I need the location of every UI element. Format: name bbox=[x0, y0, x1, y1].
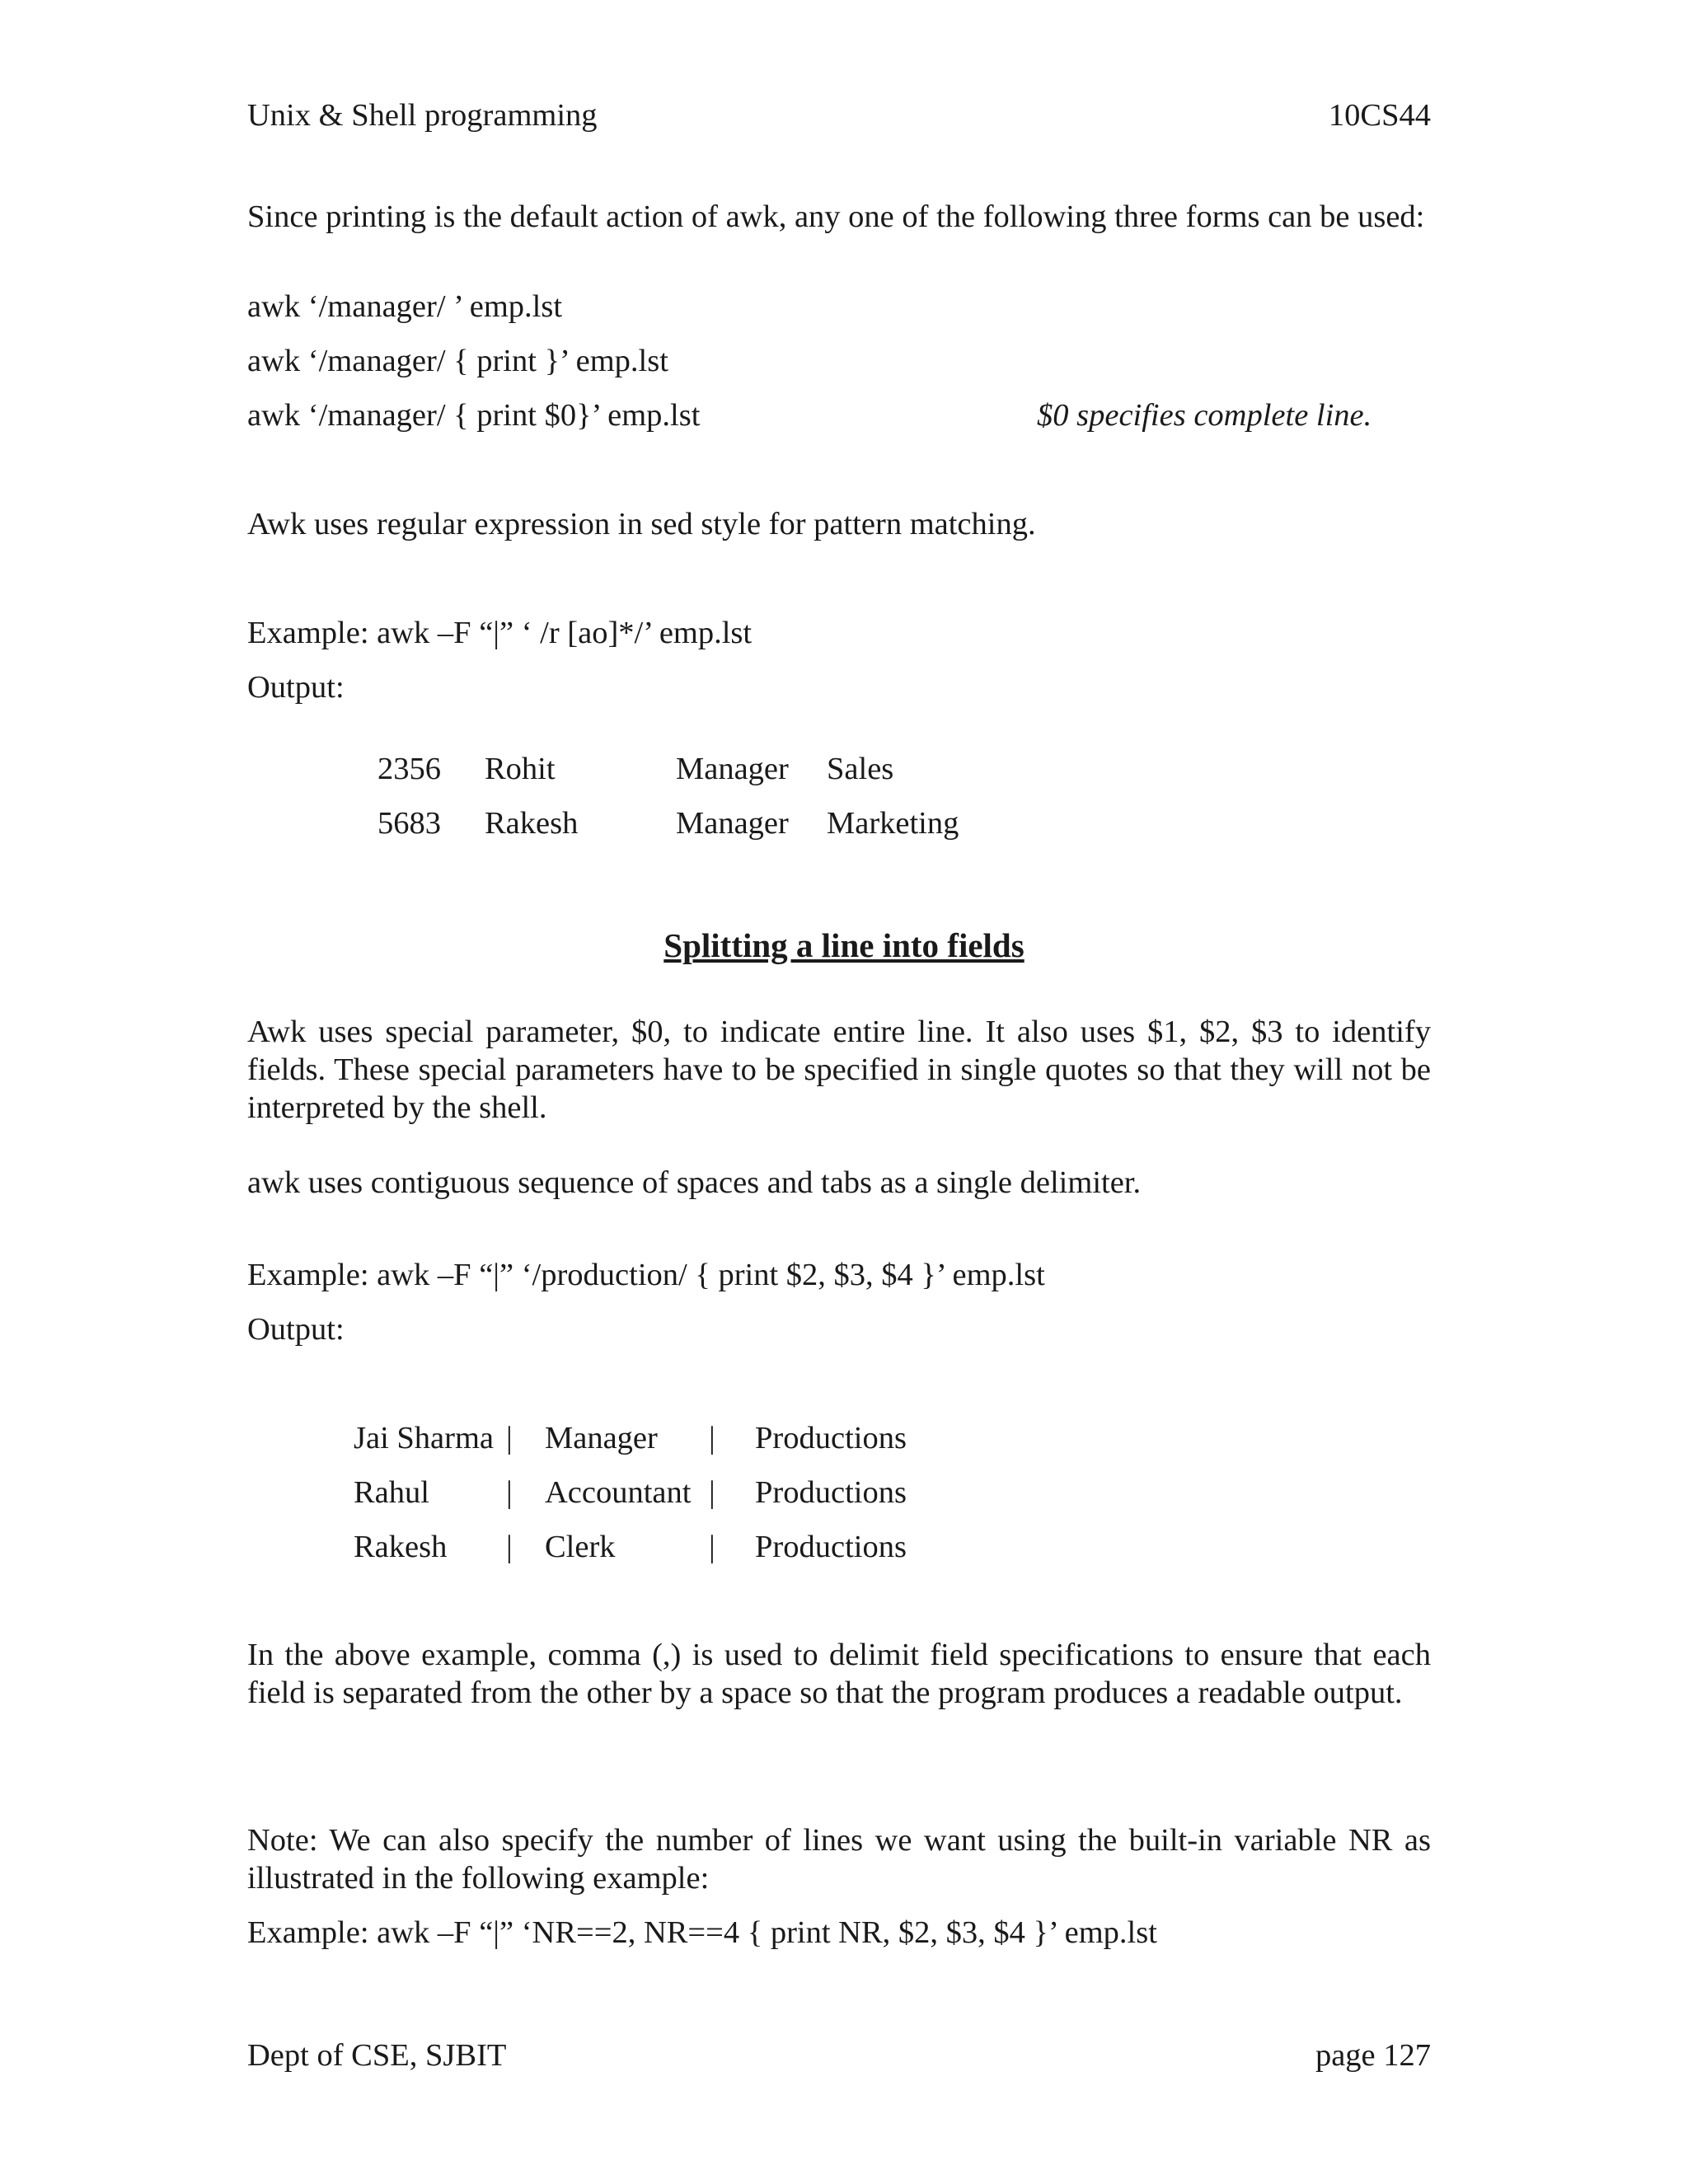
footer-department: Dept of CSE, SJBIT bbox=[247, 2038, 507, 2073]
field-separator: | bbox=[709, 1530, 715, 1564]
field-separator: | bbox=[709, 1421, 715, 1455]
emp-department: Productions bbox=[755, 1530, 907, 1564]
example-3-command: Example: awk –F “|” ‘NR==2, NR==4 { print NR, $2, $3, $4 }’ emp.lst bbox=[247, 1915, 1157, 1950]
example-1-command: Example: awk –F “|” ‘ /r [ao]*/’ emp.lst bbox=[247, 616, 753, 650]
emp-name: Jai Sharma bbox=[354, 1421, 494, 1455]
command-line-2: awk ‘/manager/ { print }’ emp.lst bbox=[247, 344, 668, 378]
command-line-3-note: $0 specifies complete line. bbox=[1037, 398, 1372, 433]
emp-id: 5683 bbox=[377, 806, 441, 841]
emp-department: Productions bbox=[755, 1475, 907, 1510]
example-2-output-label: Output: bbox=[247, 1312, 345, 1347]
command-line-3: awk ‘/manager/ { print $0}’ emp.lst bbox=[247, 398, 701, 433]
footer-page-number: page 127 bbox=[1315, 2038, 1431, 2073]
header-course-code: 10CS44 bbox=[1328, 98, 1431, 133]
section-paragraph-2: awk uses contiguous sequence of spaces and tabs as a single delimiter. bbox=[247, 1165, 1142, 1200]
command-line-1: awk ‘/manager/ ’ emp.lst bbox=[247, 289, 563, 324]
comma-explanation-paragraph: In the above example, comma (,) is used to delimit field specifications to ensure that each field is separated from the other by a space so that the program produces a readable output. bbox=[247, 1638, 1431, 1710]
header-title: Unix & Shell programming bbox=[247, 98, 598, 133]
emp-name: Rakesh bbox=[354, 1530, 448, 1564]
example-1-output-label: Output: bbox=[247, 670, 345, 705]
field-separator: | bbox=[506, 1475, 513, 1510]
regex-paragraph: Awk uses regular expression in sed style for pattern matching. bbox=[247, 507, 1036, 541]
emp-designation: Manager bbox=[676, 752, 789, 786]
emp-designation: Clerk bbox=[545, 1530, 616, 1564]
emp-designation: Accountant bbox=[545, 1475, 692, 1510]
section-paragraph-1: Awk uses special parameter, $0, to indicate entire line. It also uses $1, $2, $3 to identify fields. These special parameters have to be specified in single quotes so that they will not be interpreted by the shell. bbox=[247, 1015, 1431, 1125]
emp-id: 2356 bbox=[377, 752, 441, 786]
emp-designation: Manager bbox=[545, 1421, 658, 1455]
field-separator: | bbox=[506, 1530, 513, 1564]
field-separator: | bbox=[506, 1421, 513, 1455]
emp-department: Marketing bbox=[827, 806, 959, 841]
section-title: Splitting a line into fields bbox=[663, 926, 1025, 964]
intro-paragraph: Since printing is the default action of awk, any one of the following three forms can be used: bbox=[247, 199, 1425, 234]
note-paragraph: Note: We can also specify the number of lines we want using the built-in variable NR as illustrated in the following example: bbox=[247, 1823, 1431, 1896]
emp-department: Sales bbox=[827, 752, 894, 786]
emp-department: Productions bbox=[755, 1421, 907, 1455]
emp-name: Rahul bbox=[354, 1475, 429, 1510]
emp-name: Rohit bbox=[485, 752, 556, 786]
field-separator: | bbox=[709, 1475, 715, 1510]
emp-name: Rakesh bbox=[485, 806, 579, 841]
example-2-command: Example: awk –F “|” ‘/production/ { print $2, $3, $4 }’ emp.lst bbox=[247, 1258, 1045, 1292]
emp-designation: Manager bbox=[676, 806, 789, 841]
